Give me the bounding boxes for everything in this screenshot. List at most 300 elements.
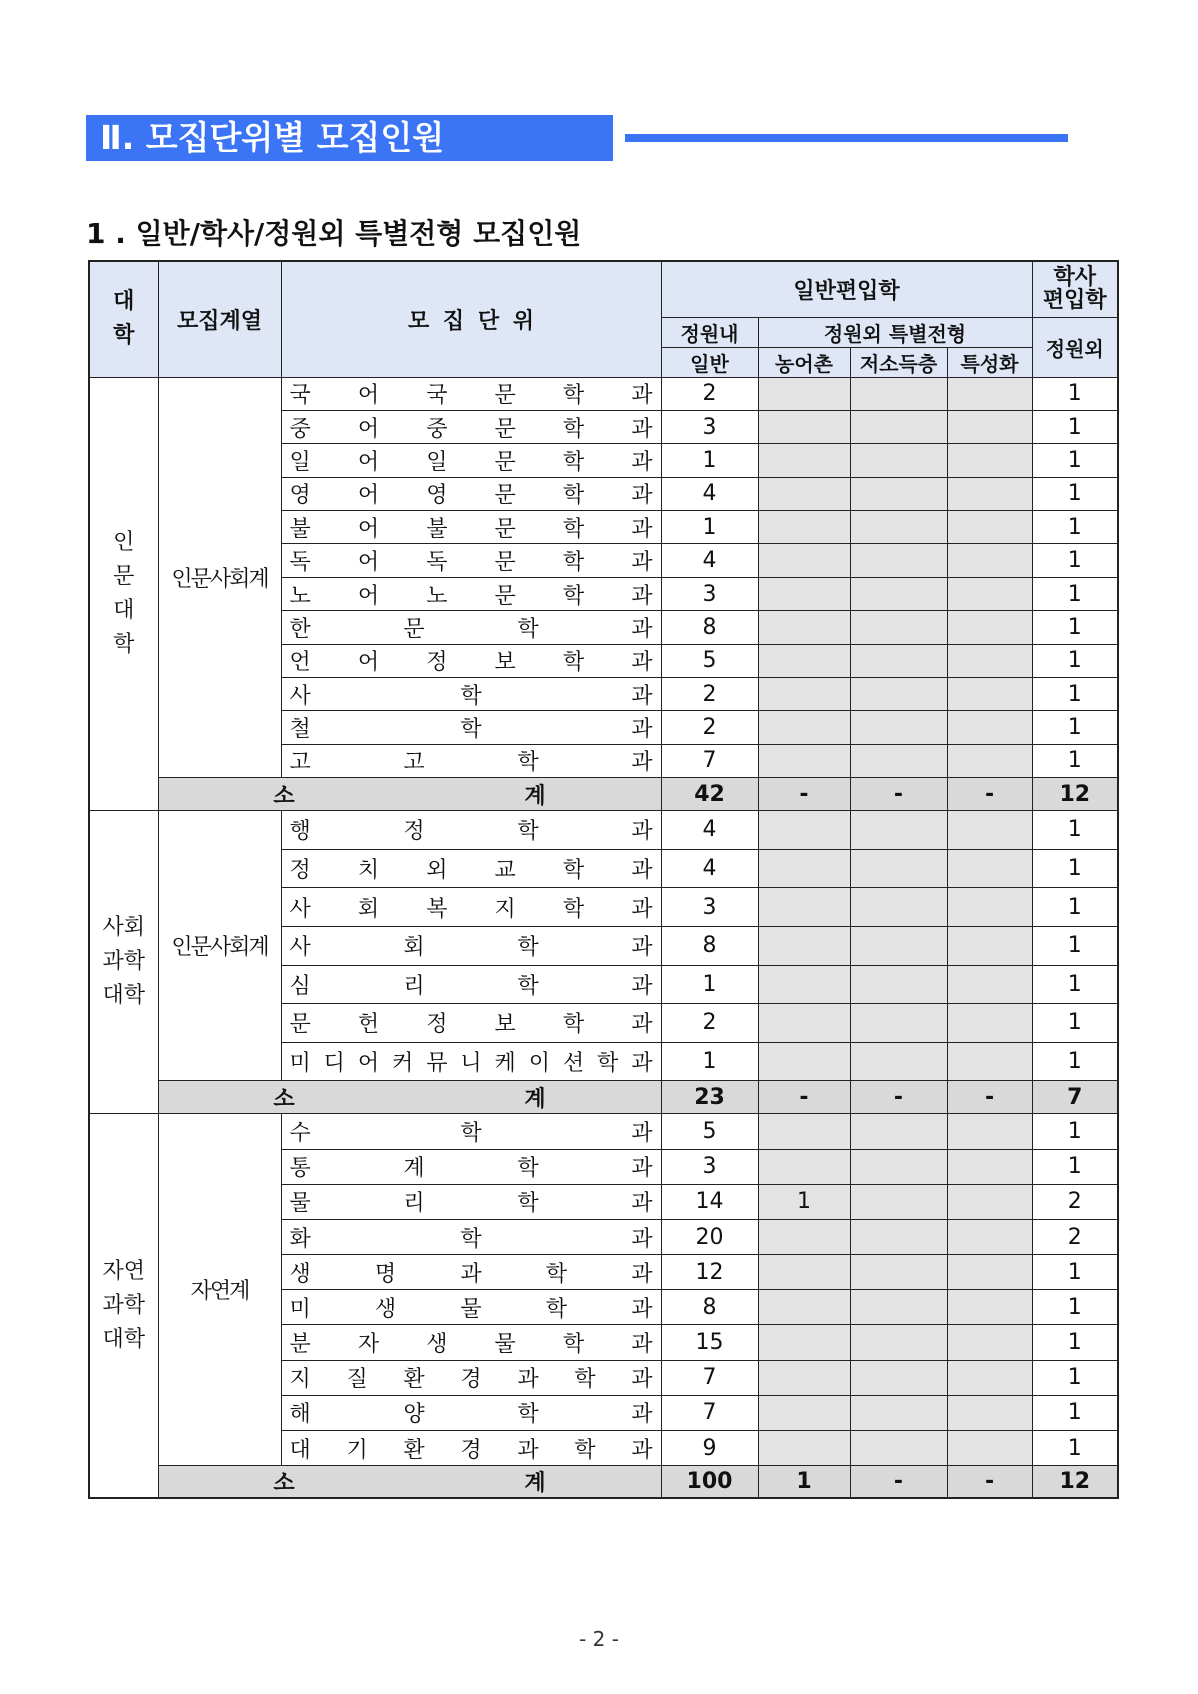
unit-char: 치 [357, 858, 380, 884]
value-low-income [850, 965, 947, 1004]
value-bachelor: 1 [1032, 1395, 1118, 1430]
unit-char: 회 [357, 896, 380, 922]
value-rural [758, 1219, 850, 1254]
value-specialized [947, 1395, 1032, 1430]
unit-char: 학 [562, 449, 585, 475]
value-bachelor: 1 [1032, 377, 1118, 410]
unit-cell [281, 577, 661, 610]
value-general: 3 [661, 410, 758, 443]
unit-name [290, 1116, 653, 1147]
unit-char: 과 [631, 1332, 653, 1358]
value-general: 2 [661, 711, 758, 744]
unit-char: 어 [357, 416, 380, 442]
series-cell: 인문사회계 [158, 377, 281, 778]
value-bachelor: 2 [1032, 1184, 1118, 1219]
unit-cell [281, 926, 661, 965]
unit-char: 학 [545, 1296, 568, 1322]
header-general-transfer: 일반편입학 [661, 261, 1032, 317]
unit-char: 해 [289, 1402, 311, 1428]
value-low-income [850, 377, 947, 410]
unit-char: 문 [494, 449, 516, 475]
value-general: 2 [661, 678, 758, 711]
value-low-income [850, 678, 947, 711]
unit-char: 과 [631, 383, 653, 409]
value-low-income [850, 410, 947, 443]
value-rural [758, 1325, 850, 1360]
unit-char: 학 [517, 973, 539, 999]
unit-cell [281, 644, 661, 677]
unit-char: 과 [631, 1296, 653, 1322]
unit-char: 학 [562, 1012, 585, 1038]
subtotal-low-income: - [850, 778, 947, 811]
unit-char: 일 [426, 449, 448, 475]
unit-char: 어 [357, 1051, 380, 1077]
unit-char: 과 [631, 1367, 653, 1393]
unit-char: 어 [357, 650, 380, 676]
unit-char: 학 [562, 516, 585, 542]
unit-char: 국 [289, 383, 311, 409]
unit-char: 학 [562, 483, 585, 509]
value-rural [758, 544, 850, 577]
subtotal-row [89, 778, 1118, 811]
value-specialized [947, 477, 1032, 510]
value-general: 15 [661, 1325, 758, 1360]
unit-char: 생 [289, 1261, 311, 1287]
value-bachelor: 1 [1032, 577, 1118, 610]
value-bachelor: 1 [1032, 1325, 1118, 1360]
unit-char: 사 [289, 935, 311, 961]
header-unit: 모 집 단 위 [281, 261, 661, 377]
unit-char: 문 [494, 416, 516, 442]
unit-char: 교 [494, 858, 516, 884]
value-low-income [850, 1219, 947, 1254]
value-general: 7 [661, 1360, 758, 1395]
unit-name [290, 545, 653, 576]
header-general: 일반 [661, 347, 758, 377]
unit-char: 생 [374, 1296, 397, 1322]
value-rural [758, 888, 850, 927]
unit-char: 과 [631, 819, 653, 845]
value-low-income [850, 444, 947, 477]
header-specialized: 특성화 [947, 347, 1032, 377]
table-body [89, 377, 1118, 1498]
value-bachelor: 1 [1032, 1255, 1118, 1290]
value-specialized [947, 1325, 1032, 1360]
value-specialized [947, 1431, 1032, 1466]
unit-char: 학 [517, 1402, 539, 1428]
unit-name [290, 1046, 653, 1077]
unit-cell [281, 544, 661, 577]
unit-cell [281, 1395, 661, 1430]
unit-cell [281, 1114, 661, 1149]
unit-char: 계 [403, 1156, 425, 1182]
value-low-income [850, 1395, 947, 1430]
unit-char: 회 [403, 935, 425, 961]
subtotal-bachelor: 7 [1032, 1081, 1118, 1114]
value-specialized [947, 1042, 1032, 1081]
subtotal-specialized: - [947, 1081, 1032, 1114]
unit-char: 학 [562, 550, 585, 576]
subtotal-row [89, 1081, 1118, 1114]
unit-char: 미 [289, 1296, 311, 1322]
unit-char: 학 [517, 616, 539, 642]
value-general: 14 [661, 1184, 758, 1219]
unit-char: 학 [574, 1367, 596, 1393]
value-specialized [947, 611, 1032, 644]
unit-cell [281, 744, 661, 777]
header-in-quota: 정원내 [661, 317, 758, 347]
section-title: Ⅱ. 모집단위별 모집인원 [86, 115, 613, 161]
value-low-income [850, 1004, 947, 1043]
unit-char: 학 [562, 383, 585, 409]
value-low-income [850, 1042, 947, 1081]
value-rural [758, 744, 850, 777]
value-rural [758, 1360, 850, 1395]
value-general: 4 [661, 477, 758, 510]
unit-char: 생 [426, 1332, 448, 1358]
unit-char: 질 [346, 1367, 368, 1393]
unit-char: 과 [517, 1367, 539, 1393]
unit-cell [281, 888, 661, 927]
subtotal-rural: - [758, 778, 850, 811]
header-bachelor-transfer [1032, 261, 1118, 317]
unit-char: 학 [562, 583, 585, 609]
value-bachelor: 1 [1032, 811, 1118, 850]
unit-char: 과 [631, 1156, 653, 1182]
value-rural [758, 1149, 850, 1184]
value-general: 1 [661, 511, 758, 544]
subtotal-bachelor: 12 [1032, 1466, 1118, 1499]
value-general: 3 [661, 888, 758, 927]
value-rural [758, 1255, 850, 1290]
value-general: 1 [661, 965, 758, 1004]
value-rural [758, 1114, 850, 1149]
unit-char: 어 [357, 583, 380, 609]
unit-cell [281, 410, 661, 443]
unit-char: 기 [346, 1437, 368, 1463]
value-bachelor: 1 [1032, 644, 1118, 677]
unit-char: 리 [403, 1191, 425, 1217]
series-cell: 자연계 [158, 1114, 281, 1466]
subtotal-low-income: - [850, 1466, 947, 1499]
value-general: 12 [661, 1255, 758, 1290]
unit-char: 학 [460, 717, 482, 743]
value-specialized [947, 849, 1032, 888]
unit-name [290, 512, 653, 543]
subtotal-specialized: - [947, 1466, 1032, 1499]
value-low-income [850, 477, 947, 510]
value-specialized [947, 644, 1032, 677]
unit-char: 과 [631, 550, 653, 576]
unit-name [290, 645, 653, 676]
unit-char: 학 [562, 858, 585, 884]
unit-name [290, 1362, 653, 1393]
table-row [89, 811, 1118, 850]
unit-char: 일 [289, 449, 311, 475]
table-row [89, 1114, 1118, 1149]
value-specialized [947, 811, 1032, 850]
value-rural [758, 611, 850, 644]
value-bachelor: 1 [1032, 611, 1118, 644]
value-bachelor: 1 [1032, 926, 1118, 965]
unit-char: 과 [631, 616, 653, 642]
value-rural [758, 1431, 850, 1466]
unit-char: 사 [289, 896, 311, 922]
value-general: 9 [661, 1431, 758, 1466]
value-specialized [947, 544, 1032, 577]
unit-char: 니 [460, 1051, 482, 1077]
value-specialized [947, 965, 1032, 1004]
series-cell: 인문사회계 [158, 811, 281, 1081]
value-rural [758, 678, 850, 711]
unit-cell [281, 1431, 661, 1466]
value-low-income [850, 811, 947, 850]
unit-char: 보 [494, 650, 516, 676]
unit-char: 한 [289, 616, 311, 642]
unit-char: 외 [426, 858, 448, 884]
subtotal-label-text [159, 779, 661, 810]
unit-cell [281, 477, 661, 510]
unit-cell [281, 1042, 661, 1081]
value-specialized [947, 1255, 1032, 1290]
unit-char: 고 [289, 750, 311, 776]
value-bachelor: 1 [1032, 1149, 1118, 1184]
unit-char: 리 [403, 973, 425, 999]
unit-char: 과 [631, 1402, 653, 1428]
unit-char: 문 [494, 550, 516, 576]
subtotal-label-text [159, 1466, 661, 1497]
unit-name [290, 930, 653, 961]
value-general: 4 [661, 544, 758, 577]
value-bachelor: 1 [1032, 410, 1118, 443]
value-general: 1 [661, 444, 758, 477]
unit-cell [281, 377, 661, 410]
unit-char: 노 [426, 583, 448, 609]
value-specialized [947, 1290, 1032, 1325]
unit-name [290, 579, 653, 610]
unit-name [290, 814, 653, 845]
value-low-income [850, 1255, 947, 1290]
value-low-income [850, 1431, 947, 1466]
value-bachelor: 1 [1032, 1114, 1118, 1149]
unit-char: 디 [323, 1051, 345, 1077]
unit-char: 문 [494, 383, 516, 409]
unit-char: 과 [631, 750, 653, 776]
unit-char: 경 [460, 1437, 482, 1463]
subtotal-bachelor: 12 [1032, 778, 1118, 811]
value-low-income [850, 849, 947, 888]
unit-char: 학 [562, 650, 585, 676]
unit-char: 과 [631, 717, 653, 743]
unit-char: 학 [562, 896, 585, 922]
unit-char: 정 [289, 858, 311, 884]
header-series: 모집계열 [158, 261, 281, 377]
value-specialized [947, 511, 1032, 544]
unit-char: 문 [494, 483, 516, 509]
value-low-income [850, 1290, 947, 1325]
value-bachelor: 1 [1032, 965, 1118, 1004]
unit-cell [281, 965, 661, 1004]
value-specialized [947, 377, 1032, 410]
unit-char: 정 [403, 819, 425, 845]
unit-char: 경 [460, 1367, 482, 1393]
unit-name [290, 612, 653, 643]
unit-char: 션 [562, 1051, 585, 1077]
subtotal-label-char: 소 [273, 1086, 295, 1112]
value-general: 20 [661, 1219, 758, 1254]
unit-char: 불 [426, 516, 448, 542]
unit-char: 어 [357, 550, 380, 576]
unit-char: 과 [631, 483, 653, 509]
unit-cell [281, 1184, 661, 1219]
value-general: 4 [661, 849, 758, 888]
subtotal-label-char: 계 [524, 1471, 546, 1497]
unit-cell [281, 511, 661, 544]
unit-char: 과 [631, 973, 653, 999]
unit-char: 뮤 [426, 1051, 448, 1077]
unit-char: 과 [631, 1012, 653, 1038]
value-rural [758, 926, 850, 965]
value-general: 3 [661, 1149, 758, 1184]
unit-char: 환 [403, 1367, 425, 1393]
value-low-income [850, 577, 947, 610]
unit-char: 양 [403, 1402, 425, 1428]
unit-char: 문 [289, 1012, 311, 1038]
unit-char: 독 [426, 550, 448, 576]
unit-char: 대 [289, 1437, 311, 1463]
subtotal-label [158, 778, 661, 811]
value-bachelor: 1 [1032, 511, 1118, 544]
college-cell: 사회 과학 대학 [89, 811, 158, 1114]
subtotal-general: 23 [661, 1081, 758, 1114]
subtotal-rural: - [758, 1081, 850, 1114]
college-cell: 자연 과학 대학 [89, 1114, 158, 1498]
unit-char: 과 [631, 683, 653, 709]
value-bachelor: 1 [1032, 544, 1118, 577]
unit-name [290, 1222, 653, 1253]
value-general: 2 [661, 1004, 758, 1043]
unit-char: 복 [426, 896, 448, 922]
unit-cell [281, 678, 661, 711]
unit-cell [281, 444, 661, 477]
unit-char: 철 [289, 717, 311, 743]
value-general: 8 [661, 926, 758, 965]
unit-char: 학 [517, 819, 539, 845]
subsection-title: 1 . 일반/학사/정원외 특별전형 모집인원 [86, 217, 582, 250]
unit-cell [281, 849, 661, 888]
unit-name [290, 892, 653, 923]
value-specialized [947, 577, 1032, 610]
subtotal-label [158, 1466, 661, 1499]
unit-char: 학 [460, 1226, 482, 1252]
unit-name [290, 378, 653, 409]
unit-char: 학 [517, 1191, 539, 1217]
unit-char: 과 [631, 583, 653, 609]
value-specialized [947, 1360, 1032, 1395]
unit-cell [281, 1360, 661, 1395]
unit-name [290, 853, 653, 884]
unit-char: 과 [631, 1051, 653, 1077]
value-rural [758, 811, 850, 850]
value-general: 7 [661, 1395, 758, 1430]
unit-char: 정 [426, 1012, 448, 1038]
subtotal-label [158, 1081, 661, 1114]
unit-char: 분 [289, 1332, 311, 1358]
unit-name [290, 969, 653, 1000]
value-low-income [850, 611, 947, 644]
unit-name [290, 1186, 653, 1217]
value-general: 8 [661, 611, 758, 644]
unit-char: 학 [517, 750, 539, 776]
unit-char: 국 [426, 383, 448, 409]
unit-char: 학 [562, 416, 585, 442]
value-rural [758, 1042, 850, 1081]
unit-char: 헌 [357, 1012, 380, 1038]
subtotal-general: 100 [661, 1466, 758, 1499]
unit-char: 과 [631, 1437, 653, 1463]
value-rural: 1 [758, 1184, 850, 1219]
value-specialized [947, 888, 1032, 927]
value-bachelor: 1 [1032, 1290, 1118, 1325]
unit-char: 어 [357, 483, 380, 509]
value-low-income [850, 511, 947, 544]
subtotal-rural: 1 [758, 1466, 850, 1499]
value-low-income [850, 1149, 947, 1184]
value-rural [758, 577, 850, 610]
unit-char: 이 [528, 1051, 550, 1077]
unit-char: 명 [374, 1261, 397, 1287]
page-number: - 2 - [579, 1627, 619, 1651]
unit-name [290, 1257, 653, 1288]
value-bachelor: 1 [1032, 1004, 1118, 1043]
value-bachelor: 1 [1032, 888, 1118, 927]
unit-char: 학 [517, 1156, 539, 1182]
unit-char: 지 [494, 896, 516, 922]
value-specialized [947, 1149, 1032, 1184]
unit-char: 중 [289, 416, 311, 442]
unit-char: 문 [403, 616, 425, 642]
unit-char: 영 [426, 483, 448, 509]
value-bachelor: 1 [1032, 744, 1118, 777]
unit-char: 과 [631, 858, 653, 884]
unit-name [290, 1433, 653, 1464]
subtotal-label-char: 계 [524, 783, 546, 809]
unit-char: 학 [562, 1332, 585, 1358]
value-rural [758, 477, 850, 510]
subtotal-label-char: 소 [273, 783, 295, 809]
value-bachelor: 1 [1032, 849, 1118, 888]
value-bachelor: 1 [1032, 444, 1118, 477]
unit-char: 물 [460, 1296, 482, 1322]
unit-char: 어 [357, 516, 380, 542]
value-general: 5 [661, 644, 758, 677]
unit-name [290, 445, 653, 476]
value-bachelor: 1 [1032, 1360, 1118, 1395]
unit-char: 과 [631, 416, 653, 442]
unit-char: 지 [289, 1367, 311, 1393]
unit-char: 환 [403, 1437, 425, 1463]
unit-char: 과 [631, 935, 653, 961]
unit-name [290, 1397, 653, 1428]
unit-char: 사 [289, 683, 311, 709]
unit-char: 보 [494, 1012, 516, 1038]
value-specialized [947, 744, 1032, 777]
unit-char: 학 [517, 935, 539, 961]
header-college [89, 261, 158, 377]
unit-char: 학 [545, 1261, 568, 1287]
unit-char: 학 [574, 1437, 596, 1463]
unit-name [290, 1007, 653, 1038]
